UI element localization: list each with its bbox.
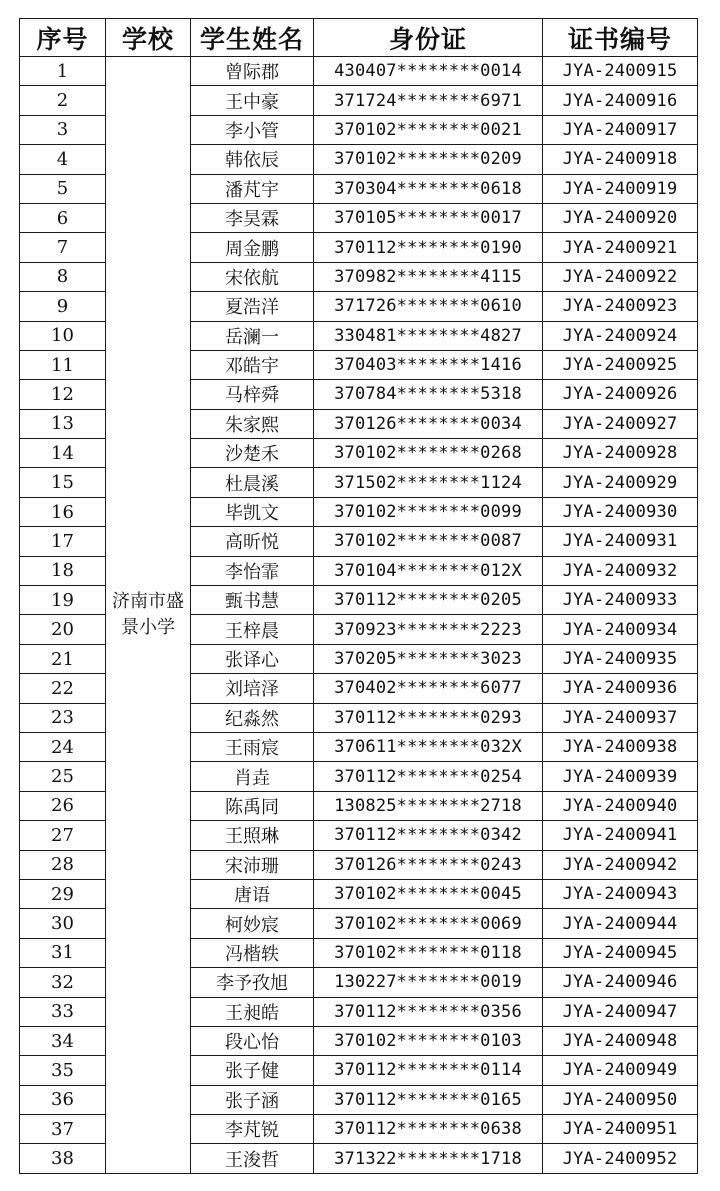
certificate-number-cell: JYA-2400949 [543,1056,698,1085]
student-name-cell: 柯妙宸 [191,909,314,938]
certificate-number-cell: JYA-2400936 [543,674,698,703]
certificate-number-cell: JYA-2400939 [543,762,698,791]
id-card-cell: 370112********0254 [314,762,543,791]
serial-number-cell: 8 [20,262,106,291]
id-card-cell: 370205********3023 [314,644,543,673]
student-name-cell: 唐语 [191,879,314,908]
id-card-cell: 370105********0017 [314,203,543,232]
serial-number-cell: 35 [20,1056,106,1085]
student-name-cell: 刘培泽 [191,674,314,703]
serial-number-cell: 17 [20,527,106,556]
certificate-number-cell: JYA-2400945 [543,938,698,967]
student-name-cell: 杜晨溪 [191,468,314,497]
serial-number-cell: 9 [20,292,106,321]
serial-number-cell: 38 [20,1144,106,1173]
id-card-cell: 370126********0034 [314,409,543,438]
serial-number-cell: 16 [20,497,106,526]
certificate-number-cell: JYA-2400935 [543,644,698,673]
id-card-cell: 370102********0268 [314,439,543,468]
serial-number-cell: 14 [20,439,106,468]
student-name-cell: 朱家熙 [191,409,314,438]
student-name-cell: 周金鹏 [191,233,314,262]
id-card-cell: 130227********0019 [314,968,543,997]
student-name-cell: 毕凯文 [191,497,314,526]
student-name-cell: 王照琳 [191,821,314,850]
serial-number-cell: 20 [20,615,106,644]
id-card-cell: 371502********1124 [314,468,543,497]
certificate-number-cell: JYA-2400951 [543,1115,698,1144]
certificate-number-cell: JYA-2400923 [543,292,698,321]
id-card-cell: 370923********2223 [314,615,543,644]
serial-number-cell: 25 [20,762,106,791]
serial-number-cell: 15 [20,468,106,497]
id-card-cell: 370982********4115 [314,262,543,291]
certificate-number-cell: JYA-2400919 [543,174,698,203]
id-card-cell: 370403********1416 [314,350,543,379]
serial-number-cell: 26 [20,791,106,820]
id-card-cell: 130825********2718 [314,791,543,820]
serial-number-cell: 19 [20,586,106,615]
id-card-cell: 370112********0165 [314,1085,543,1114]
serial-number-cell: 21 [20,644,106,673]
certificate-number-cell: JYA-2400946 [543,968,698,997]
student-name-cell: 夏浩洋 [191,292,314,321]
serial-number-cell: 11 [20,350,106,379]
certificate-number-cell: JYA-2400940 [543,791,698,820]
serial-number-cell: 23 [20,703,106,732]
certificate-number-cell: JYA-2400915 [543,57,698,86]
student-name-cell: 韩依辰 [191,145,314,174]
certificate-number-cell: JYA-2400942 [543,850,698,879]
student-name-cell: 张子涵 [191,1085,314,1114]
id-card-cell: 370611********032X [314,732,543,761]
serial-number-cell: 24 [20,732,106,761]
student-name-cell: 张译心 [191,644,314,673]
student-name-cell: 邓皓宇 [191,350,314,379]
serial-number-cell: 32 [20,968,106,997]
certificate-number-cell: JYA-2400937 [543,703,698,732]
header-school: 学校 [106,19,191,57]
id-card-cell: 430407********0014 [314,57,543,86]
serial-number-cell: 33 [20,997,106,1026]
id-card-cell: 370402********6077 [314,674,543,703]
id-card-cell: 370112********0205 [314,586,543,615]
student-name-cell: 陈禹同 [191,791,314,820]
student-name-cell: 王昶皓 [191,997,314,1026]
student-name-cell: 张子健 [191,1056,314,1085]
certificate-number-cell: JYA-2400952 [543,1144,698,1173]
certificate-number-cell: JYA-2400922 [543,262,698,291]
serial-number-cell: 2 [20,86,106,115]
serial-number-cell: 13 [20,409,106,438]
serial-number-cell: 6 [20,203,106,232]
student-name-cell: 甄书慧 [191,586,314,615]
serial-number-cell: 30 [20,909,106,938]
id-card-cell: 370102********0103 [314,1026,543,1055]
certificate-number-cell: JYA-2400918 [543,145,698,174]
certificate-number-cell: JYA-2400941 [543,821,698,850]
certificate-number-cell: JYA-2400927 [543,409,698,438]
serial-number-cell: 37 [20,1115,106,1144]
certificate-number-cell: JYA-2400948 [543,1026,698,1055]
student-name-cell: 沙楚禾 [191,439,314,468]
certificate-number-cell: JYA-2400943 [543,879,698,908]
certificate-number-cell: JYA-2400929 [543,468,698,497]
id-card-cell: 370784********5318 [314,380,543,409]
certificate-number-cell: JYA-2400947 [543,997,698,1026]
student-name-cell: 曾际郡 [191,57,314,86]
certificate-number-cell: JYA-2400933 [543,586,698,615]
certificate-number-cell: JYA-2400917 [543,115,698,144]
serial-number-cell: 22 [20,674,106,703]
certificate-number-cell: JYA-2400931 [543,527,698,556]
id-card-cell: 370112********0293 [314,703,543,732]
serial-number-cell: 28 [20,850,106,879]
serial-number-cell: 27 [20,821,106,850]
student-name-cell: 王浚哲 [191,1144,314,1173]
id-card-cell: 370102********0118 [314,938,543,967]
serial-number-cell: 12 [20,380,106,409]
student-name-cell: 纪淼然 [191,703,314,732]
header-certificate-number: 证书编号 [543,19,698,57]
id-card-cell: 370104********012X [314,556,543,585]
certificate-number-cell: JYA-2400944 [543,909,698,938]
id-card-cell: 370304********0618 [314,174,543,203]
certificate-number-cell: JYA-2400934 [543,615,698,644]
student-name-cell: 王梓晨 [191,615,314,644]
student-name-cell: 肖垚 [191,762,314,791]
student-name-cell: 宋沛珊 [191,850,314,879]
id-card-cell: 371726********0610 [314,292,543,321]
header-student-name: 学生姓名 [191,19,314,57]
student-name-cell: 马梓舜 [191,380,314,409]
id-card-cell: 370112********0114 [314,1056,543,1085]
id-card-cell: 370102********0021 [314,115,543,144]
serial-number-cell: 36 [20,1085,106,1114]
student-name-cell: 段心怡 [191,1026,314,1055]
serial-number-cell: 10 [20,321,106,350]
student-name-cell: 王雨宸 [191,732,314,761]
id-card-cell: 370112********0356 [314,997,543,1026]
serial-number-cell: 31 [20,938,106,967]
id-card-cell: 370126********0243 [314,850,543,879]
id-card-cell: 370112********0638 [314,1115,543,1144]
student-name-cell: 王中豪 [191,86,314,115]
student-name-cell: 李昊霖 [191,203,314,232]
certificate-number-cell: JYA-2400920 [543,203,698,232]
student-name-cell: 李予孜旭 [191,968,314,997]
id-card-cell: 371322********1718 [314,1144,543,1173]
certificate-number-cell: JYA-2400925 [543,350,698,379]
student-name-cell: 李怡霏 [191,556,314,585]
student-name-cell: 岳澜一 [191,321,314,350]
id-card-cell: 370102********0045 [314,879,543,908]
header-serial-number: 序号 [20,19,106,57]
certificate-number-cell: JYA-2400926 [543,380,698,409]
student-name-cell: 潘芃宇 [191,174,314,203]
student-name-cell: 高昕悦 [191,527,314,556]
serial-number-cell: 3 [20,115,106,144]
student-certificate-table [19,18,698,1174]
serial-number-cell: 34 [20,1026,106,1055]
id-card-cell: 370102********0087 [314,527,543,556]
certificate-number-cell: JYA-2400924 [543,321,698,350]
id-card-cell: 370102********0069 [314,909,543,938]
serial-number-cell: 18 [20,556,106,585]
id-card-cell: 370102********0099 [314,497,543,526]
serial-number-cell: 29 [20,879,106,908]
student-name-cell: 李芃锐 [191,1115,314,1144]
school-cell: 济南市盛景小学 [106,57,191,1174]
id-card-cell: 370102********0209 [314,145,543,174]
serial-number-cell: 4 [20,145,106,174]
serial-number-cell: 7 [20,233,106,262]
certificate-number-cell: JYA-2400930 [543,497,698,526]
student-name-cell: 李小管 [191,115,314,144]
id-card-cell: 370112********0190 [314,233,543,262]
certificate-number-cell: JYA-2400938 [543,732,698,761]
serial-number-cell: 5 [20,174,106,203]
certificate-number-cell: JYA-2400921 [543,233,698,262]
certificate-number-cell: JYA-2400950 [543,1085,698,1114]
id-card-cell: 330481********4827 [314,321,543,350]
serial-number-cell: 1 [20,57,106,86]
student-name-cell: 宋依航 [191,262,314,291]
header-row [20,19,698,57]
certificate-number-cell: JYA-2400928 [543,439,698,468]
id-card-cell: 370112********0342 [314,821,543,850]
id-card-cell: 371724********6971 [314,86,543,115]
student-name-cell: 冯楷轶 [191,938,314,967]
header-id-card: 身份证 [314,19,543,57]
certificate-number-cell: JYA-2400916 [543,86,698,115]
certificate-number-cell: JYA-2400932 [543,556,698,585]
table-row [20,57,698,86]
